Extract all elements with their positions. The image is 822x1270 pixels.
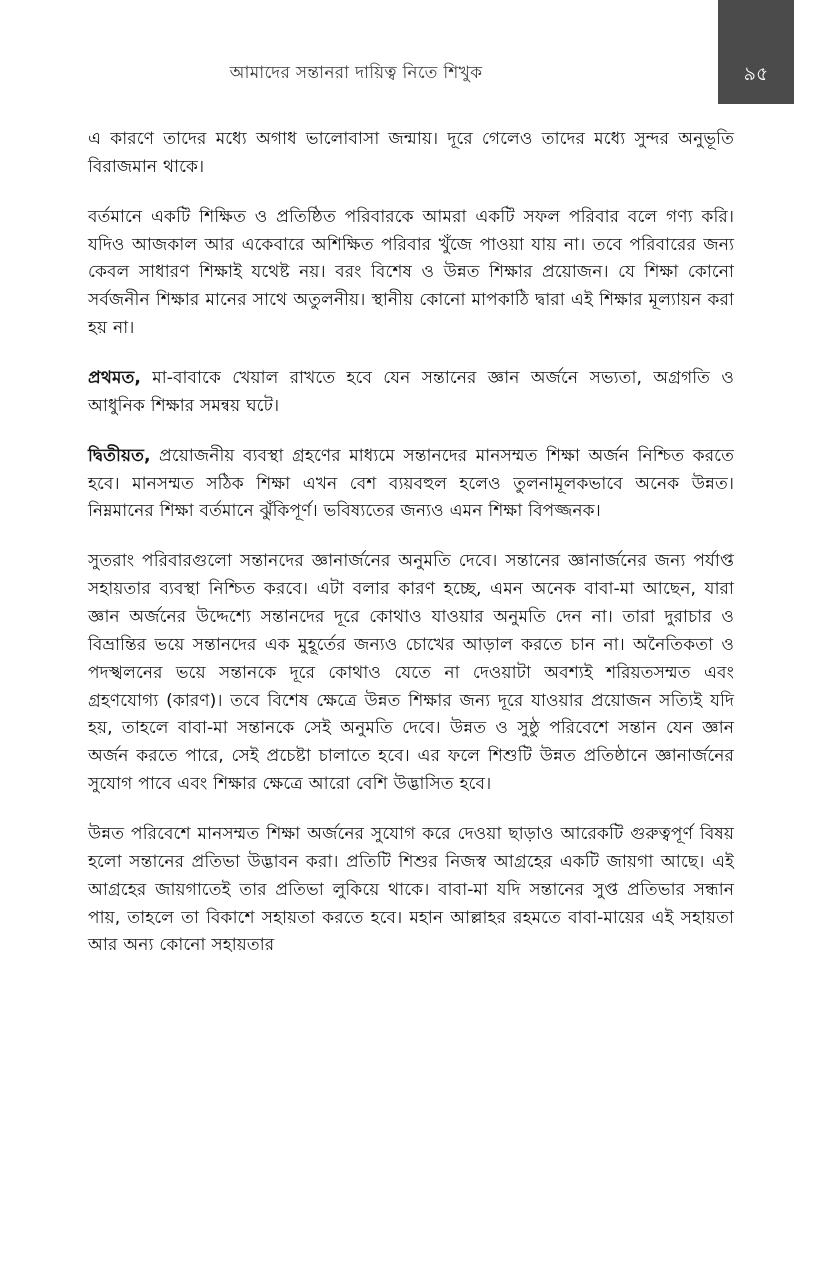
paragraph-lead: প্রথমত,: [88, 368, 141, 389]
paragraph: [88, 365, 734, 421]
running-head-title: আমাদের সন্তানরা দায়িত্ব নিতে শিখুক: [229, 63, 483, 83]
paragraph: [88, 443, 734, 527]
page-header: [0, 0, 822, 104]
page-number-block: [718, 0, 794, 104]
paragraph-lead: দ্বিতীয়ত,: [88, 445, 151, 466]
paragraph-text: প্রয়োজনীয় ব্যবস্থা গ্রহণের মাধ্যমে সন্তানদের মানসম্মত শিক্ষা অর্জন নিশ্চিত করতে হবে। মানসম্মত সঠিক শিক্ষা এখন বেশ ব্যয়বহুল হলেও তুলনামূলকভাবে অনেক উন্নত। নিম্নমানের শিক্ষা বর্তমানে ঝুঁকিপূর্ণ। ভবিষ্যতের জন্যও এমন শিক্ষা বিপজ্জনক।: [88, 445, 734, 522]
paragraph: [88, 204, 734, 343]
paragraph: [88, 126, 734, 182]
paragraph-text: মা-বাবাকে খেয়াল রাখতে হবে যেন সন্তানের জ্ঞান অর্জনে সভ্যতা, অগ্রগতি ও আধুনিক শিক্ষার সমন্বয় ঘটে।: [88, 368, 734, 416]
paragraph-text: সুতরাং পরিবারগুলো সন্তানদের জ্ঞানার্জনের অনুমতি দেবে। সন্তানের জ্ঞানার্জনের জন্য পর্যাপ্ত সহায়তার ব্যবস্থা নিশ্চিত করবে। এটা বলার কারণ হচ্ছে, এমন অনেক বাবা-মা আছেন, যারা জ্ঞান অর্জনের উদ্দেশ্যে সন্তানদের দূরে কোথাও যাওয়ার অনুমতি দেন না। তারা দুরাচার ও বিভ্রান্তির ভয়ে সন্তানদের এক মুহূর্তের জন্যও চোখের আড়াল করতে চান না। অনৈতিকতা ও পদস্খলনের ভয়ে সন্তানকে দূরে কোথাও যেতে না দেওয়াটা অবশ্যই শরিয়তসম্মত এবং গ্রহণযোগ্য (কারণ)। তবে বিশেষ ক্ষেত্রে উন্নত শিক্ষার জন্য দূরে যাওয়ার প্রয়োজন সত্যিই যদি হয়, তাহলে বাবা-মা সন্তানকে সেই অনুমতি দেবে। উন্নত ও সুষ্ঠু পরিবেশে সন্তান যেন জ্ঞান অর্জন করতে পারে, সেই প্রচেষ্টা চালাতে হবে। এর ফলে শিশুটি উন্নত প্রতিষ্ঠানে জ্ঞানার্জনের সুযোগ পাবে এবং শিক্ষার ক্ষেত্রে আরো বেশি উদ্ভাসিত হবে।: [88, 551, 734, 795]
paragraph-text: বর্তমানে একটি শিক্ষিত ও প্রতিষ্ঠিত পরিবারকে আমরা একটি সফল পরিবার বলে গণ্য করি। যদিও আজকাল আর একেবারে অশিক্ষিত পরিবার খুঁজে পাওয়া যায় না। তবে পরিবারের জন্য কেবল সাধারণ শিক্ষাই যথেষ্ট নয়। বরং বিশেষ ও উন্নত শিক্ষার প্রয়োজন। যে শিক্ষা কোনো সর্বজনীন শিক্ষার মানের সাথে অতুলনীয়। স্থানীয় কোনো মাপকাঠি দ্বারা এই শিক্ষার মূল্যায়ন করা হয় না।: [88, 206, 734, 339]
paragraph-text: উন্নত পরিবেশে মানসম্মত শিক্ষা অর্জনের সুযোগ করে দেওয়া ছাড়াও আরেকটি গুরুত্বপূর্ণ বিষয় হলো সন্তানের প্রতিভা উদ্ভাবন করা। প্রতিটি শিশুর নিজস্ব আগ্রহের একটি জায়গা আছে। এই আগ্রহের জায়গাতেই তার প্রতিভা লুকিয়ে থাকে। বাবা-মা যদি সন্তানের সুপ্ত প্রতিভার সন্ধান পায়, তাহলে তা বিকাশে সহায়তা করতে হবে। মহান আল্লাহর রহমতে বাবা-মায়ের এই সহায়তা আর অন্য কোনো সহায়তার: [88, 824, 734, 956]
page-number: ৯৫: [743, 63, 769, 85]
paragraph-text: এ কারণে তাদের মধ্যে অগাধ ভালোবাসা জন্মায়। দূরে গেলেও তাদের মধ্যে সুন্দর অনুভূতি বিরাজমান থাকে।: [88, 129, 734, 177]
page-body: [88, 126, 734, 960]
paragraph: [88, 821, 734, 960]
paragraph: [88, 548, 734, 799]
